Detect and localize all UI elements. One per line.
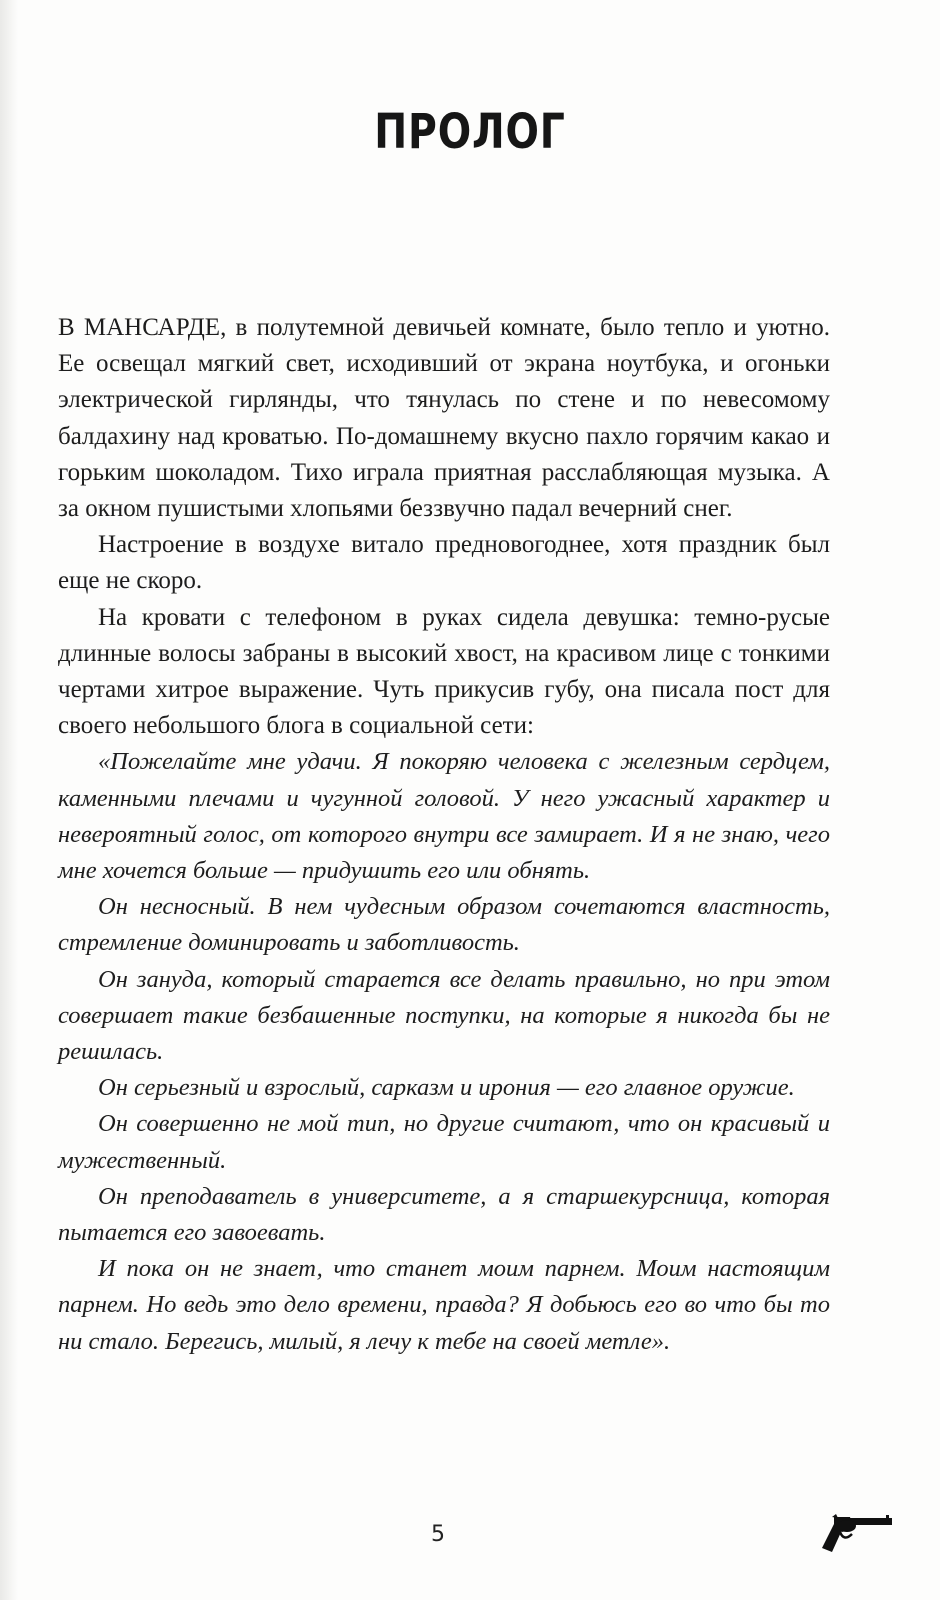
blog-post-paragraph: Он преподаватель в университете, а я старшекурсница, которая пытается его завоевать.: [58, 1182, 830, 1247]
blog-post-paragraph: И пока он не знает, что станет моим парнем. Моим настоящим парнем. Но ведь это дело времени, правда? Я добьюсь его во что бы то ни стало. Берегись, милый, я лечу к тебе на своей метле».: [58, 1255, 830, 1355]
revolver-icon: [820, 1512, 894, 1556]
page-scan-edge: [0, 0, 18, 1600]
blog-post-paragraph: Он серьезный и взрослый, сарказм и ирония — его главное оружие.: [98, 1074, 795, 1102]
paragraph: Настроение в воздухе витало предновогоднее, хотя праздник был еще не скоро.: [58, 531, 830, 595]
chapter-body: [58, 310, 830, 1360]
page-number: 5: [431, 1522, 445, 1547]
paragraph: На кровати с телефоном в руках сидела девушка: темно-русые длинные волосы забраны в высокий хвост, на красивом лице с тонкими чертами хитрое выражение. Чуть прикусив губу, она писала пост для своего небольшого блога в социальной сети:: [58, 603, 830, 740]
chapter-title: ПРОЛОГ: [374, 104, 566, 160]
blog-post-paragraph: Он зануда, который старается все делать правильно, но при этом совершает такие безбашенные поступки, на которые я никогда бы не решилась.: [58, 965, 830, 1066]
blog-post-paragraph: «Пожелайте мне удачи. Я покоряю человека с железным сердцем, каменными плечами и чугунной головой. У него ужасный характер и невероятный голос, от которого внутри все замирает. И я не знаю, чего мне хочется больше — придушить его или обнять.: [58, 748, 830, 885]
blog-post-paragraph: Он совершенно не мой тип, но другие считают, что он красивый и мужественный.: [58, 1110, 830, 1174]
paragraph: В МАНСАРДЕ, в полутемной девичьей комнате, было тепло и уютно. Ее освещал мягкий свет, исходивший от экрана ноутбука, и огоньки электрической гирлянды, что тянулась по стене и по невесомому балдахину над кроватью. По-домашнему вкусно пахло горячим какао и горьким шоколадом. Тихо играла приятная расслабляющая музыка. А за окном пушистыми хлопьями беззвучно падал вечерний снег.: [58, 314, 830, 523]
blog-post-paragraph: Он несносный. В нем чудесным образом сочетаются властность, стремление доминировать и заботливость.: [58, 893, 830, 957]
